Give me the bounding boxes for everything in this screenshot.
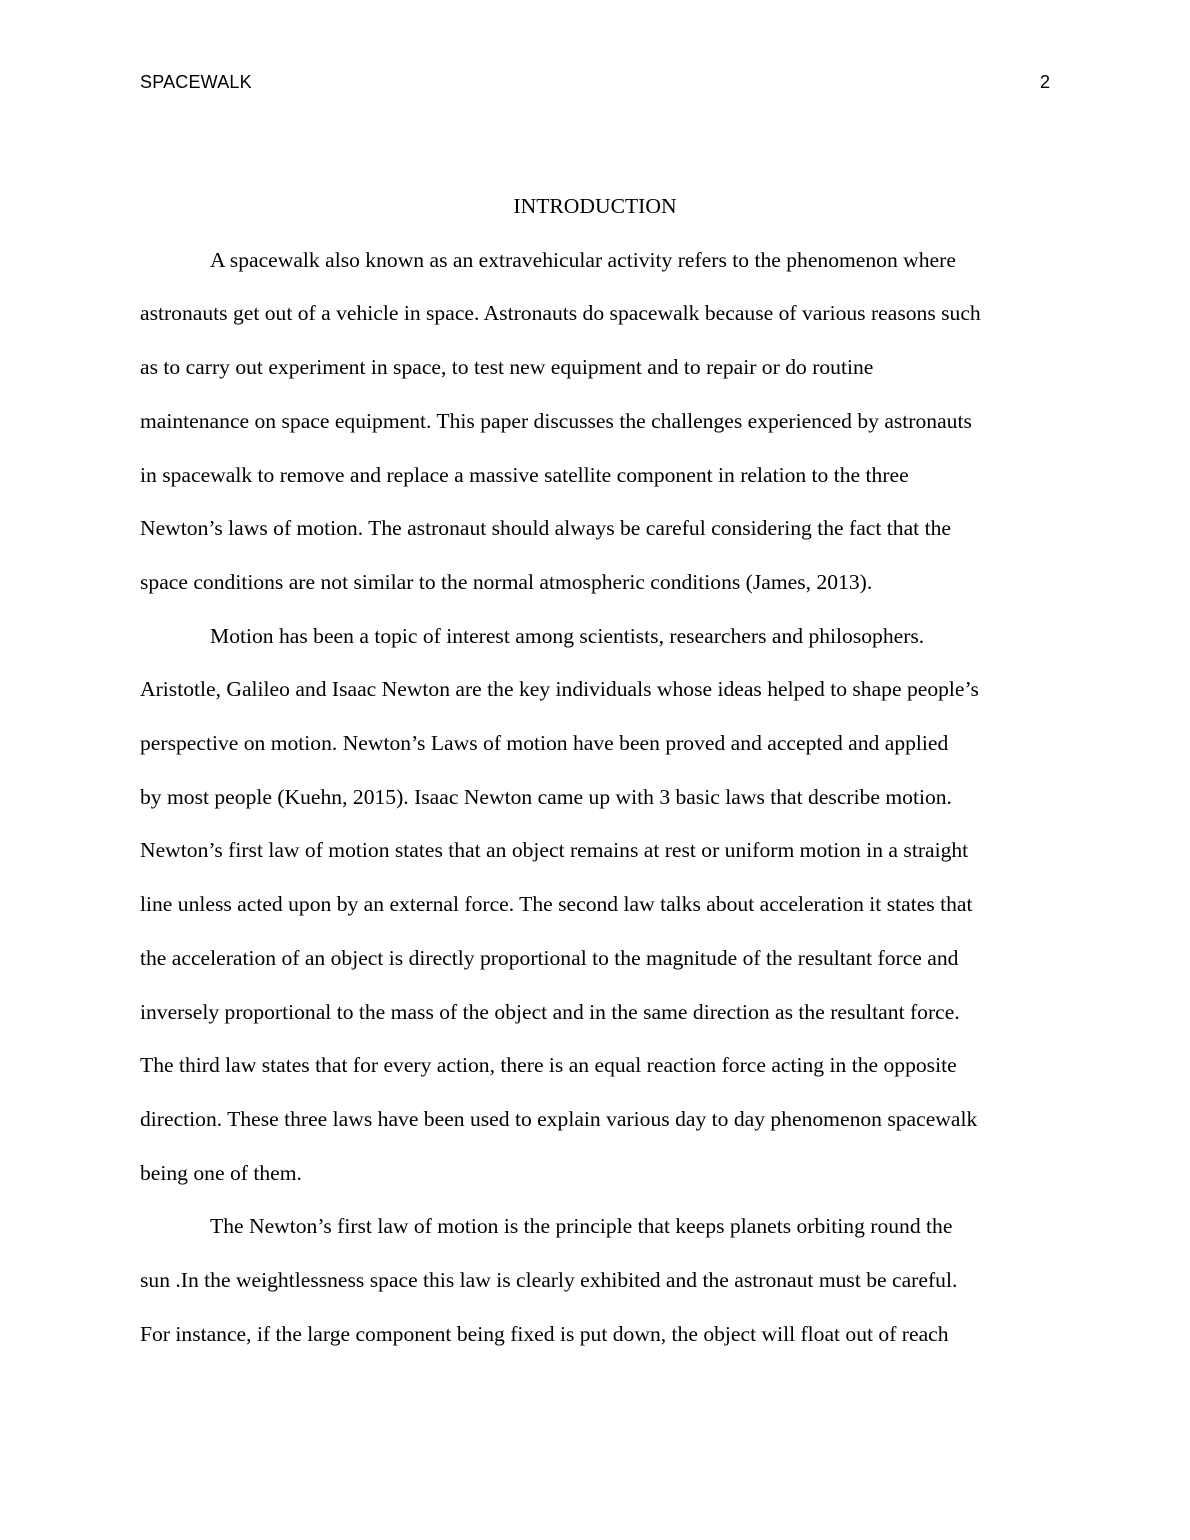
section-heading: INTRODUCTION <box>513 194 677 218</box>
paragraph-line: maintenance on space equipment. This paper discusses the challenges experienced by astronauts <box>140 408 972 433</box>
paragraph-line: Aristotle, Galileo and Isaac Newton are the key individuals whose ideas helped to shape people’s <box>140 677 979 702</box>
paragraph-motion <box>140 610 1050 1201</box>
paragraph-line: in spacewalk to remove and replace a massive satellite component in relation to the three <box>140 462 909 487</box>
page-number: 2 <box>1039 72 1050 92</box>
paragraph-line: inversely proportional to the mass of the object and in the same direction as the resultant force. <box>140 999 960 1024</box>
paragraph-line: The third law states that for every action, there is an equal reaction force acting in the opposite <box>140 1053 957 1078</box>
paragraph-line: A spacewalk also known as an extravehicular activity refers to the phenomenon where <box>210 247 956 272</box>
running-head: SPACEWALK <box>140 72 252 92</box>
paragraph-line: space conditions are not similar to the normal atmospheric conditions (James, 2013). <box>140 569 873 594</box>
paragraph-line: astronauts get out of a vehicle in space. Astronauts do spacewalk because of various reasons such <box>140 301 981 326</box>
document-body <box>140 180 1050 1361</box>
paragraph-line: as to carry out experiment in space, to test new equipment and to repair or do routine <box>140 355 874 380</box>
paragraph-line: being one of them. <box>140 1160 302 1185</box>
paragraph-line: Motion has been a topic of interest among scientists, researchers and philosophers. <box>210 623 925 648</box>
paragraph-line: the acceleration of an object is directly proportional to the magnitude of the resultant force and <box>140 945 959 970</box>
paragraph-first-law <box>140 1200 1050 1361</box>
paragraph-line: Newton’s first law of motion states that an object remains at rest or uniform motion in a straight <box>140 838 969 863</box>
paragraph-line: line unless acted upon by an external force. The second law talks about acceleration it states that <box>140 892 973 917</box>
paragraph-line: The Newton’s first law of motion is the principle that keeps planets orbiting round the <box>210 1214 953 1239</box>
paragraph-line: sun .In the weightlessness space this law is clearly exhibited and the astronaut must be careful. <box>140 1268 958 1293</box>
paragraph-line: perspective on motion. Newton’s Laws of motion have been proved and accepted and applied <box>140 731 949 756</box>
paragraph-intro <box>140 234 1050 610</box>
paragraph-line: For instance, if the large component being fixed is put down, the object will float out of reach <box>140 1321 949 1346</box>
paragraph-line: Newton’s laws of motion. The astronaut should always be careful considering the fact that the <box>140 516 951 541</box>
paragraph-line: direction. These three laws have been used to explain various day to day phenomenon spacewalk <box>140 1106 978 1131</box>
paragraph-line: by most people (Kuehn, 2015). Isaac Newton came up with 3 basic laws that describe motion. <box>140 784 952 809</box>
